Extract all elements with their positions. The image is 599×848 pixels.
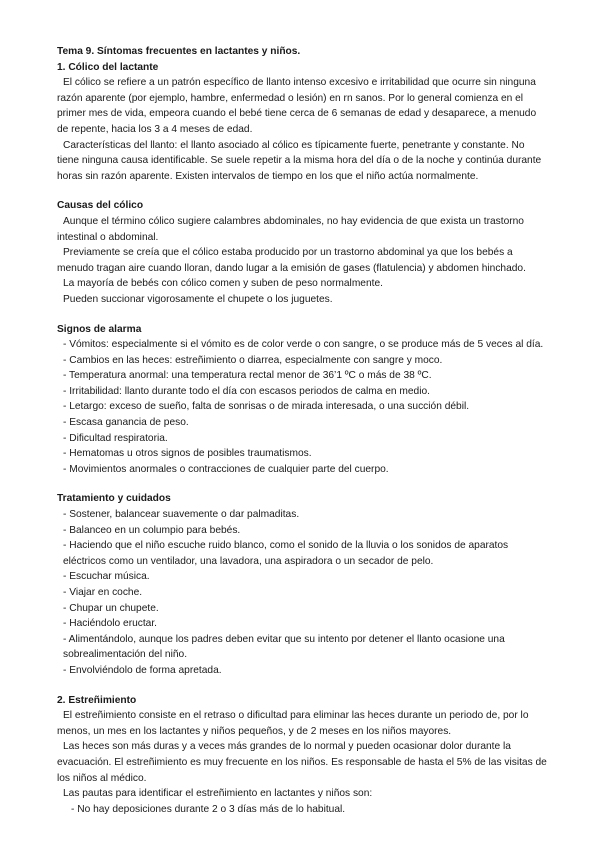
list-item: - Dificultad respiratoria. (63, 432, 168, 444)
list-item: - Escasa ganancia de peso. (63, 417, 189, 429)
section-heading: Signos de alarma (57, 323, 142, 335)
list-item: - Alimentándolo, aunque los padres deben evitar que su intento por detener el llanto ocasione una sobrealimentación del niño. (63, 633, 505, 661)
list-item: - Escuchar música. (63, 571, 150, 583)
section-heading: 1. Cólico del lactante (57, 61, 159, 73)
spacer (57, 308, 549, 322)
section-heading: 2. Estreñimiento (57, 694, 137, 706)
spacer (57, 477, 549, 491)
paragraph: Pueden succionar vigorosamente el chupete o los juguetes. (63, 293, 333, 305)
list-item: - Cambios en las heces: estreñimiento o diarrea, especialmente con sangre y moco. (63, 354, 443, 366)
list-item: - Balanceo en un columpio para bebés. (63, 524, 241, 536)
treatment-list (57, 507, 549, 679)
list-item: - Letargo: exceso de sueño, falta de sonrisas o de mirada interesada, o una succión débil. (63, 401, 470, 413)
section-heading: Tratamiento y cuidados (57, 493, 171, 505)
paragraph: Aunque el término cólico sugiere calambres abdominales, no hay evidencia de que exista un trastorno intestinal o abdominal. (57, 215, 524, 243)
section-heading: Causas del cólico (57, 200, 144, 212)
spacer (57, 679, 549, 693)
list-item: - Envolviéndolo de forma apretada. (63, 664, 222, 676)
paragraph: Previamente se creía que el cólico estaba producido por un trastorno abdominal ya que los bebés a menudo tragan aire cuando lloran, dando lugar a la emisión de gases (flatulencia) y abdomen hinchado. (57, 247, 526, 274)
list-item: - Haciendo que el niño escuche ruido blanco, como el sonido de la lluvia o los sonidos de aparatos eléctricos como un ventilador, una lavadora, una aspiradora o un secador de pelo. (63, 540, 509, 567)
list-item: - Sostener, balancear suavemente o dar palmaditas. (63, 509, 300, 521)
constipation-criteria-list (57, 802, 549, 818)
list-item: - Movimientos anormales o contracciones de cualquier parte del cuerpo. (63, 463, 389, 475)
list-item: - Viajar en coche. (63, 587, 143, 598)
list-item: - Chupar un chupete. (63, 602, 159, 614)
list-item: - Irritabilidad: llanto durante todo el día con escasos periodos de calma en medio. (63, 385, 430, 397)
paragraph: Las pautas para identificar el estreñimiento en lactantes y niños son: (63, 788, 373, 800)
paragraph: La mayoría de bebés con cólico comen y suben de peso normalmente. (63, 278, 383, 290)
list-item: - Temperatura anormal: una temperatura rectal menor de 36’1 ºC o más de 38 ºC. (63, 370, 432, 382)
paragraph: Características del llanto: el llanto asociado al cólico es típicamente fuerte, penetrante y constante. No tiene ninguna causa identificable. Se suele repetir a la misma hora del día o de la noche y continúa durante horas sin razón aparente. Existen intervalos de tiempo en los que el niño actúa normalmente. (57, 139, 542, 182)
paragraph: El estreñimiento consiste en el retraso o dificultad para eliminar las heces durante un periodo de, por lo menos, un mes en los lactantes y niños pequeños, y de 2 meses en los niños mayores. (57, 710, 529, 737)
paragraph: Las heces son más duras y a veces más grandes de lo normal y pueden ocasionar dolor durante la evacuación. El estreñimiento es muy frecuente en los niños. Es responsable de hasta el 5% de las visitas de los niños al médico. (57, 741, 547, 784)
list-item: - No hay deposiciones durante 2 o 3 días más de lo habitual. (71, 803, 346, 815)
paragraph: El cólico se refiere a un patrón específico de llanto intenso excesivo e irritabilidad que ocurre sin ninguna razón aparente (por ejemplo, hambre, enfermedad o lesión) en rn sanos. Por lo general comienza en el primer mes de vida, empeora cuando el bebé tiene cerca de 6 semanas de edad y desaparece, a menudo de repente, hacia los 3 a 4 meses de edad. (57, 77, 537, 135)
list-item: - Vómitos: especialmente si el vómito es de color verde o con sangre, o se produce más de 5 veces al día. (63, 339, 544, 351)
document-title: Tema 9. Síntomas frecuentes en lactantes y niños. (57, 46, 301, 57)
alarm-signs-list (57, 337, 549, 477)
list-item: - Hematomas u otros signos de posibles traumatismos. (63, 448, 312, 460)
list-item: - Haciéndolo eructar. (63, 618, 157, 630)
spacer (57, 184, 549, 198)
